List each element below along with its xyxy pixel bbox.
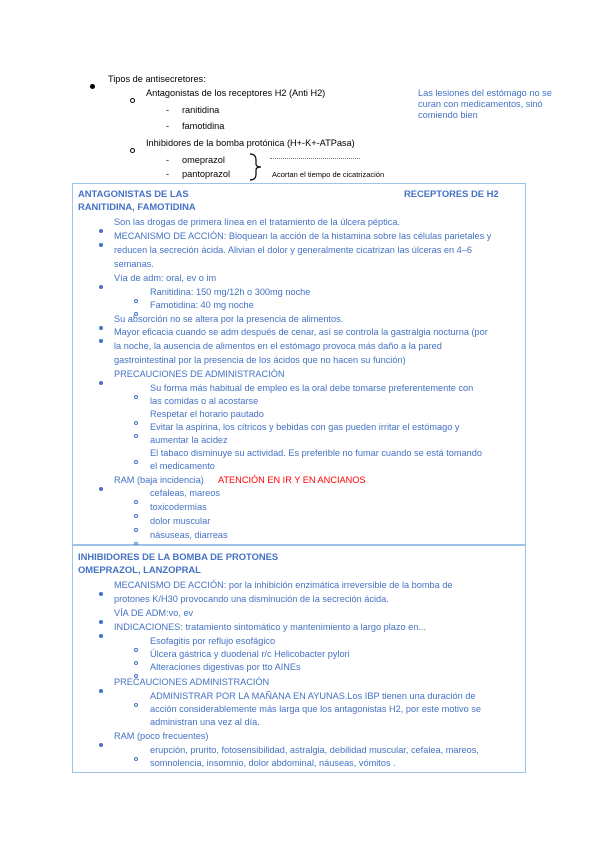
b1-prec-d2: el medicamento (150, 461, 215, 471)
bullet-circle-icon (134, 694, 138, 712)
brace-note: Acortan el tiempo de cicatrización (272, 170, 385, 179)
b2-prec-a3: administran una vez al día. (150, 717, 260, 727)
bullet-dot-icon (99, 583, 103, 601)
b1-via: Vía de adm: oral, ev o im (114, 273, 217, 283)
b1-absorcion: Su absorción no se altera por la presencia de alimentos. (114, 314, 344, 324)
b2-indicaciones: INDICACIONES: tratamiento sintomático y mantenimiento a largo plazo en... (114, 622, 426, 632)
bullet-dot-icon (99, 734, 103, 752)
b1-prec-a2: las comidas o al acostarse (150, 396, 259, 406)
b1-precauciones: PRECAUCIONES DE ADMINISTRACIÓN (114, 369, 285, 379)
b1-mecanismo-c: semanas. (114, 259, 154, 269)
b1-ram-d: násuseas, diarreas (150, 530, 228, 540)
b1-via-famotidina: Famotidina: 40 mg noche (150, 300, 254, 310)
bullet-dot-icon (99, 372, 103, 390)
b2-ram-a1: erupción, prurito, fotosensibilidad, astralgia, debilidad muscular, cefalea, mareos, (150, 745, 479, 755)
b2-ram-a2: somnolencia, insomnio, dolor abdominal, náuseas, vómitos . (150, 758, 396, 768)
b2-prec-a2: acción considerablemente más larga que los antagonistas H2, por este motivo se (150, 704, 481, 714)
b1-line1: Son las drogas de primera línea en el tratamiento de la úlcera péptica. (114, 217, 401, 227)
box1-title-left: ANTAGONISTAS DE LAS (78, 188, 189, 199)
bullet-circle-icon (130, 140, 135, 158)
b2-ind-c: Alteraciones digestivas por tto AINEs (150, 662, 301, 672)
pantoprazol-item: pantoprazol (182, 169, 231, 179)
bullet-dot-icon (99, 680, 103, 698)
b1-via-ranitidina: Ranitidina: 150 mg/12h o 300mg noche (150, 287, 311, 297)
b1-ram-c: dolor muscular (150, 516, 211, 526)
bomba-item: Inhibidores de la bomba protónica (H+-K+-ATPasa) (146, 138, 355, 148)
box1-title-line2: RANITIDINA, FAMOTIDINA (78, 201, 196, 212)
dash-icon: - (166, 105, 170, 115)
curly-brace-icon (246, 152, 266, 182)
b1-eficacia-c: gastrointestinal por la presencia de los ácidos que no hacen su función) (114, 355, 406, 365)
b1-eficacia-b: la noche, la ausencia de alimentos en el estómago provoca más daño a la pared (114, 341, 442, 351)
b2-mecanismo-b: protones K/H30 provocando una disminución de la secreción ácida. (114, 594, 389, 604)
b1-prec-d1: El tabaco disminuye su actividad. Es preferible no fumar cuando se está tomando (150, 448, 482, 458)
b1-mecanismo-b: reducen la secreción ácida. Alivian el dolor y generalmente cicatrizan las úlceras en 4–6 (114, 245, 473, 255)
side-note: Las lesiones del estómago no se curan con medicamentos, sinó comiendo bien (418, 88, 552, 120)
box2-title2: OMEPRAZOL, LANZOPRAL (78, 564, 201, 575)
bullet-dot-icon (99, 330, 103, 348)
b1-prec-c2: aumentar la acidez (150, 435, 228, 445)
box1-title-right: RECEPTORES DE H2 (404, 188, 499, 199)
dash-icon: - (166, 169, 170, 179)
b2-ind-a: Esofagitis por reflujo esofágico (150, 636, 276, 646)
dash-icon: - (166, 155, 170, 165)
ranitidina-item: ranitidina (182, 105, 220, 115)
b2-via: VÍA DE ADM:vo, ev (114, 608, 194, 618)
b1-ram-b: toxicodermias (150, 502, 207, 512)
b1-mecanismo-a: MECANISMO DE ACCIÓN: Bloquean la acción de la histamina sobre las células parietales y (114, 231, 492, 241)
b1-ram-a: cefaleas, mareos (150, 488, 220, 498)
tipos-heading: Tipos de antisecretores: (108, 74, 206, 84)
b1-ram-alert: ATENCIÓN EN IR Y EN ANCIANOS (218, 475, 366, 485)
bullet-circle-icon (130, 90, 135, 108)
b2-ind-b: Úlcera gástrica y duodenal r/c Helicobacter pylori (150, 649, 350, 659)
dotted-line (270, 158, 360, 159)
bullet-circle-icon (134, 425, 138, 443)
famotidina-item: famotidina (182, 121, 225, 131)
b2-precauciones: PRECAUCIONES ADMINISTRACIÓN (114, 677, 270, 687)
b2-mecanismo-a: MECANISMO DE ACCIÓN: por la inhibición enzimática irreversible de la bomba de (114, 580, 453, 590)
box2-title1: INHIBIDORES DE LA BOMBA DE PROTONES (78, 551, 279, 562)
b1-prec-b: Respetar el horario pautado (150, 409, 264, 419)
dash-icon: - (166, 121, 170, 131)
b2-ram: RAM (poco frecuentes) (114, 731, 209, 741)
b1-prec-a1: Su forma más habitual de empleo es la oral debe tomarse preferentemente con (150, 383, 474, 393)
bullet-circle-icon (134, 386, 138, 404)
b1-prec-c1: Evitar la aspirina, los cítricos y bebidas con gas pueden irritar el estómago y (150, 422, 460, 432)
b1-ram: RAM (baja incidencia) (114, 475, 204, 485)
bullet-dot-icon (99, 625, 103, 643)
bullet-dot-icon (99, 276, 103, 294)
bullet-dot-icon (99, 234, 103, 252)
b2-prec-a1: ADMINISTRAR POR LA MAÑANA EN AYUNAS.Los IBP tienen una duración de (150, 691, 476, 701)
bullet-circle-icon (134, 748, 138, 766)
anti-h2-item: Antagonistas de los receptores H2 (Anti H2) (146, 88, 326, 98)
bullet-dot-icon (90, 76, 95, 94)
bullet-circle-icon (134, 451, 138, 469)
bullet-dot-icon (99, 478, 103, 496)
b1-eficacia-a: Mayor eficacia cuando se adm después de cenar, así se controla la gastralgia nocturna (por (114, 327, 488, 337)
omeprazol-item: omeprazol (182, 155, 225, 165)
